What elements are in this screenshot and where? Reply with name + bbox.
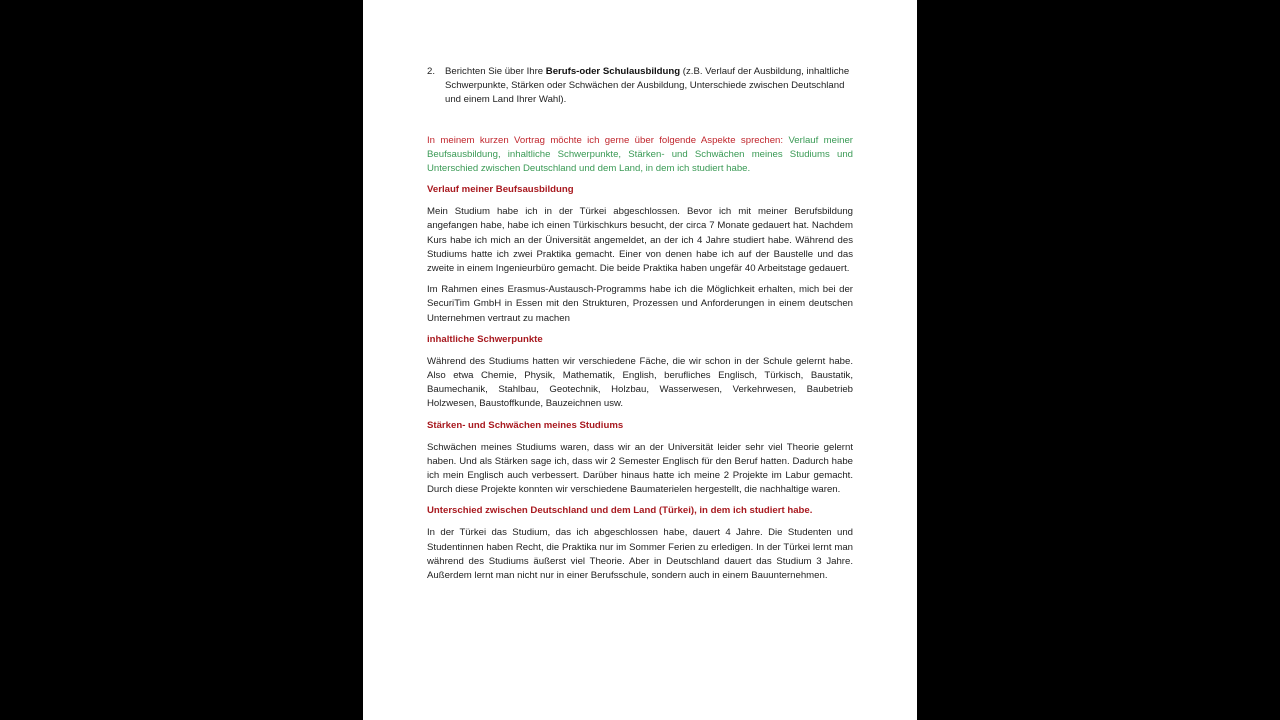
- task-suffix: (z.B. Verlauf der Ausbildung, inhaltliche Schwerpunkte, Stärken oder Schwächen der Ausbildung, Unterschiede zwischen Deutschland und einem Land Ihrer Wahl).: [445, 66, 850, 106]
- section-paragraph: Mein Studium habe ich in der Türkei abgeschlossen. Bevor ich mit meiner Berufsbildung angefangen habe, habe ich einen Türkischkurs besucht, der circa 7 Monate gedauert hat. Nachdem Kurs habe ich mich an der Üniversität angemeldet, an der ich 4 Jahre studiert habe. Während des Studiums hatte ich zwei Praktika gemacht. Einer von denen habe ich auf der Baustelle und das zweite in einem Ingenieurbüro gemacht. Die beide Praktika haben ungefär 40 Arbeitstage gedauert.: [427, 206, 853, 275]
- section-paragraph: In der Türkei das Studium, das ich abgeschlossen habe, dauert 4 Jahre. Die Studenten und Studentinnen haben Recht, die Praktika nur im Sommer Ferien zu erledigen. In der Türkei lernt man während des Studiums äußerst viel Theorie. Aber in Deutschland dauert das Studium 3 Jahre. Außerdem lernt man nicht nur in einer Berufsschule, sondern auch in einem Bauunternehmen.: [427, 527, 853, 582]
- section-heading: Unterschied zwischen Deutschland und dem Land (Türkei), in dem ich studiert habe.: [427, 505, 813, 517]
- document-page: [363, 0, 917, 720]
- task-prefix: Berichten Sie über Ihre: [445, 66, 546, 77]
- section-heading: Stärken- und Schwächen meines Studiums: [427, 419, 624, 431]
- intro-green: Verlauf meiner Beufsausbildung, inhaltliche Schwerpunkte, Stärken- und Schwächen meines Studiums und Unterschied zwischen Deutschland und dem Land, in dem ich studiert habe.: [427, 134, 853, 175]
- task-text: [445, 65, 853, 108]
- document-content: [427, 65, 853, 590]
- task-bold: Berufs-oder Schulausbildung: [545, 66, 681, 77]
- section-paragraph: Schwächen meines Studiums waren, dass wir an der Universität leider sehr viel Theorie gelernt haben. Und als Stärken sage ich, dass wir 2 Semester Englisch für den Beruf hatten. Dadurch habe ich mein Englisch auch verbessert. Darüber hinaus hatte ich meine 2 Projekte im Labur gemacht. Durch diese Projekte konnten wir verschiedene Baumaterielen hergestellt, die nachhaltige waren.: [427, 441, 853, 496]
- intro-red: In meinem kurzen Vortrag möchte ich gerne über folgende Aspekte sprechen:: [427, 134, 789, 146]
- task-number: 2.: [427, 66, 436, 77]
- task-item: [427, 65, 853, 108]
- intro-paragraph: [427, 134, 853, 177]
- section-paragraph: Im Rahmen eines Erasmus-Austausch-Programms habe ich die Möglichkeit erhalten, mich bei der SecuriTim GmbH in Essen mit den Strukturen, Prozessen und Anforderungen in einem deutschen Unternehmen vertraut zu machen: [427, 284, 853, 324]
- section-heading: inhaltliche Schwerpunkte: [427, 333, 543, 345]
- section-heading: Verlauf meiner Beufsausbildung: [427, 184, 574, 196]
- section-paragraph: Während des Studiums hatten wir verschiedene Fäche, die wir schon in der Schule gelernt habe. Also etwa Chemie, Physik, Mathematik, English, berufliches Englisch, Türkisch, Baustatik, Baumechanik, Stahlbau, Geotechnik, Holzbau, Wasserwesen, Verkehrwesen, Baubetrieb Holzwesen, Baustoffkunde, Bauzeichnen usw.: [427, 355, 853, 410]
